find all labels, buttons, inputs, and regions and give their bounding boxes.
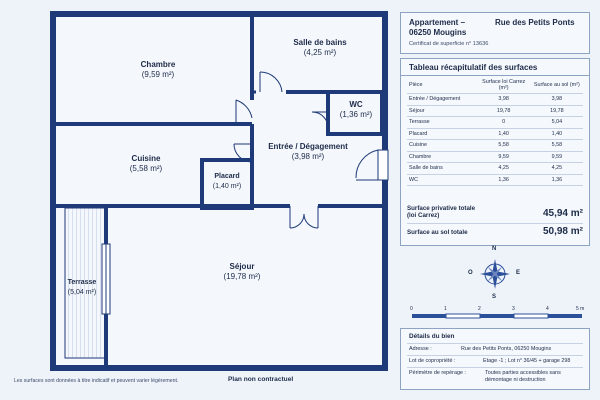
cell-sol: 19,78: [531, 105, 583, 117]
plan-non-contractuel: Plan non contractuel: [228, 376, 294, 383]
room-entree: [256, 142, 360, 162]
total-sol-label: Surface au sol totale: [407, 229, 468, 236]
cell-carrez: 0: [477, 117, 531, 129]
cell-piece: Terrasse: [407, 117, 477, 129]
scale-tick: 5 m: [576, 306, 585, 312]
cell-sol: 1,40: [531, 128, 583, 140]
table-row: [407, 117, 583, 129]
room-terrasse-name: Terrasse: [67, 279, 97, 286]
table-row: [407, 151, 583, 163]
total-carrez-value: 45,94 m²: [542, 208, 583, 219]
cell-sol: 5,58: [531, 140, 583, 152]
cell-piece: Entrée / Dégagement: [407, 94, 477, 106]
total-carrez-label-2: (loi Carrez): [407, 212, 440, 219]
cell-piece: Cuisine: [407, 140, 477, 152]
room-entree-name: Entrée / Dégagement: [268, 142, 348, 151]
total-sol-value: 50,98 m²: [542, 226, 583, 237]
compass-n: N: [492, 246, 497, 252]
room-entree-area: (3,98 m²): [291, 152, 325, 161]
col-carrez: Surface loi Carrez (m²): [477, 77, 531, 94]
room-sdb-area: (4,25 m²): [303, 48, 337, 57]
table-row: [407, 128, 583, 140]
table-row: [407, 163, 583, 175]
cell-piece: Salle de bains: [407, 163, 477, 175]
cell-sol: 5,04: [531, 117, 583, 129]
col-piece: Pièce: [407, 77, 477, 94]
cell-carrez: 1,40: [477, 128, 531, 140]
cell-carrez: 9,59: [477, 151, 531, 163]
room-placard: [204, 172, 250, 192]
cell-sol: 1,36: [531, 174, 583, 186]
room-chambre: [118, 60, 198, 80]
room-wc: [332, 100, 380, 120]
scale-tick: 3: [512, 306, 515, 312]
cell-sol: 3,98: [531, 94, 583, 106]
room-cuisine: [110, 154, 182, 174]
room-chambre-name: Chambre: [140, 60, 176, 69]
cell-piece: Chambre: [407, 151, 477, 163]
room-sdb: [272, 38, 368, 58]
lot-label: Lot de copropriété :: [409, 358, 456, 364]
cell-piece: Séjour: [407, 105, 477, 117]
compass: [460, 246, 530, 304]
room-sejour-name: Séjour: [229, 262, 255, 271]
room-terrasse: [56, 278, 108, 298]
scale-bar: [408, 306, 588, 322]
cell-carrez: 4,25: [477, 163, 531, 175]
cell-piece: WC: [407, 174, 477, 186]
surfaces-table: [407, 77, 583, 186]
room-chambre-area: (9,59 m²): [141, 70, 175, 79]
cell-sol: 9,59: [531, 151, 583, 163]
table-row: [407, 174, 583, 186]
room-sdb-name: Salle de bains: [293, 38, 347, 47]
surfaces-box: [400, 58, 590, 246]
room-terrasse-area: (5,04 m²): [67, 289, 97, 296]
room-cuisine-area: (5,58 m²): [129, 164, 163, 173]
room-placard-area: (1,40 m²): [212, 183, 242, 190]
cell-sol: 4,25: [531, 163, 583, 175]
table-row: [407, 140, 583, 152]
scale-tick: 1: [444, 306, 447, 312]
details-box: [400, 328, 590, 390]
room-sejour: [200, 262, 284, 282]
scale-tick: 2: [478, 306, 481, 312]
room-wc-area: (1,36 m²): [339, 110, 373, 119]
lot-value: Etage -1 ; Lot n° 36/45 + garage 298: [483, 358, 571, 364]
cell-carrez: 3,98: [477, 94, 531, 106]
header-title-right: Rue des Petits Ponts: [495, 18, 575, 27]
header-title-left: Appartement –: [409, 18, 466, 27]
table-title: Tableau récapitulatif des surfaces: [409, 63, 538, 72]
compass-o: O: [468, 270, 473, 276]
table-header-row: [407, 77, 583, 94]
room-placard-name: Placard: [214, 173, 240, 180]
room-wc-name: WC: [349, 100, 363, 109]
address-label: Adresse :: [409, 346, 432, 352]
scale-tick: 0: [410, 306, 413, 312]
header-city: 06250 Mougins: [409, 28, 467, 37]
cell-piece: Placard: [407, 128, 477, 140]
header-box: [400, 12, 590, 54]
perimetre-label: Périmètre de repérage :: [409, 370, 466, 376]
perimetre-value-1: Toutes parties accessibles sans: [485, 370, 561, 376]
address-value: Rue des Petits Ponts, 06250 Mougins: [461, 346, 552, 352]
compass-e: E: [516, 270, 521, 276]
cell-carrez: 5,58: [477, 140, 531, 152]
scale-bar-graphic: [408, 313, 588, 321]
table-row: [407, 94, 583, 106]
footer-disclaimer: Les surfaces sont données à titre indicatif et peuvent varier légèrement.: [14, 378, 179, 384]
col-sol: Surface au sol (m²): [531, 77, 583, 94]
compass-s: S: [492, 294, 497, 300]
table-row: [407, 105, 583, 117]
room-cuisine-name: Cuisine: [131, 154, 161, 163]
details-title: Détails du bien: [409, 333, 455, 340]
cell-carrez: 19,78: [477, 105, 531, 117]
perimetre-value-2: démontage ni destruction: [485, 377, 546, 383]
cell-carrez: 1,36: [477, 174, 531, 186]
room-sejour-area: (19,78 m²): [223, 272, 261, 281]
total-carrez-label-1: Surface privative totale: [407, 205, 476, 212]
scale-tick: 4: [546, 306, 549, 312]
certificate-number: Certificat de superficie n° 13636: [409, 41, 489, 47]
